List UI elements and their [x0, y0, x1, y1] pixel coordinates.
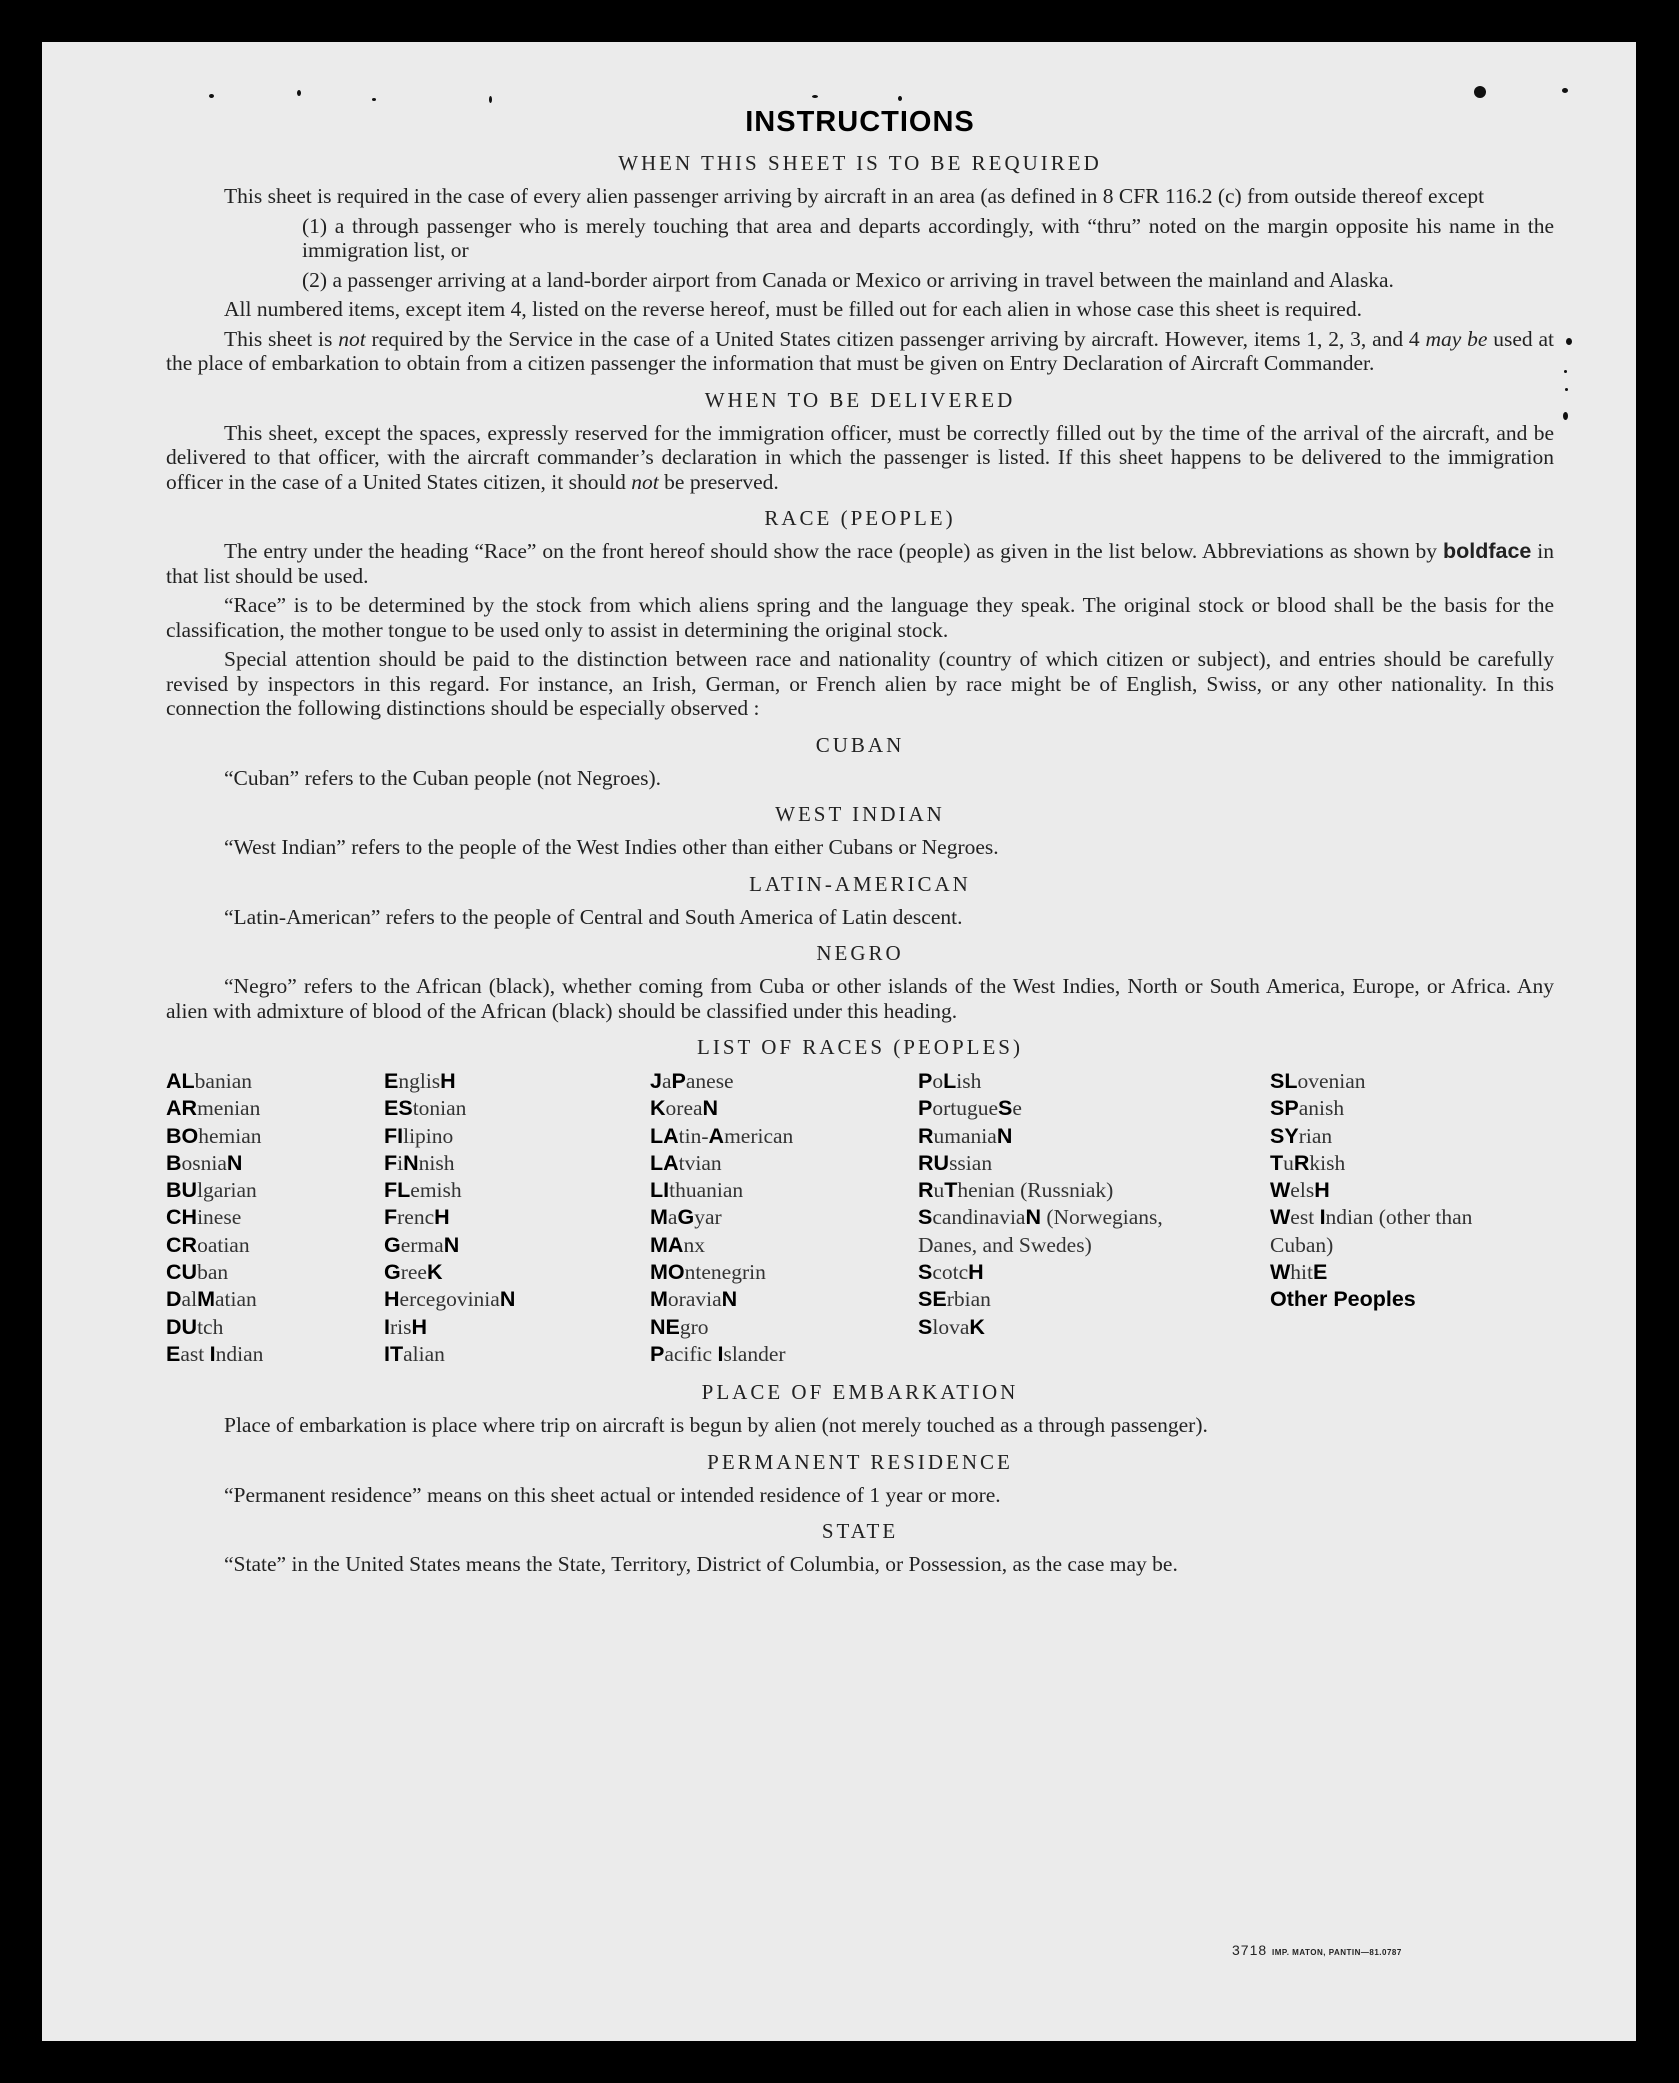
paragraph: The entry under the heading “Race” on the front hereof should show the race (people) as given in the list below. Abbreviations as shown by boldface in that list should be used. — [166, 539, 1554, 588]
heading-negro: NEGRO — [816, 941, 904, 965]
race-list-item: IrisH — [384, 1314, 428, 1339]
race-list-item: TuRkish — [1270, 1150, 1346, 1175]
exception-item-1: (1) a through passenger who is merely touching that area and departs accordingly, with “thru” noted on the margin opposite his name in the immigration list, or — [302, 213, 1554, 262]
race-list-item: CHinese — [166, 1205, 242, 1230]
race-list-item: MoraviaN — [650, 1287, 738, 1312]
race-list-item: SlovaK — [918, 1314, 985, 1339]
race-list-item: Other Peoples — [1270, 1287, 1416, 1312]
race-list-item: KoreaN — [650, 1096, 719, 1121]
race-column — [166, 1068, 384, 1368]
race-list-item: FiNnish — [384, 1150, 455, 1175]
race-list-item: LAtvian — [650, 1150, 722, 1175]
race-list-item: FLemish — [384, 1178, 462, 1203]
paragraph: Place of embarkation is place where trip on aircraft is begun by alien (not merely touched as a through passenger). — [224, 1413, 1208, 1438]
heading-west-indian: WEST INDIAN — [775, 802, 945, 826]
paragraph: “Cuban” refers to the Cuban people (not Negroes). — [224, 765, 662, 790]
race-list-item: JaPanese — [650, 1069, 734, 1093]
paragraph: Special attention should be paid to the distinction between race and nationality (country of which citizen or subject), and entries should be carefully revised by inspectors in this regard. For instance, an Irish, German, or French alien by race might be of English, Swiss, or any other nationality. In this connection the following distinctions should be especially observed : — [166, 647, 1554, 720]
race-list-item: FrencH — [384, 1205, 450, 1230]
race-list-item: SYrian — [1270, 1123, 1333, 1148]
race-list-item: RUssian — [918, 1150, 993, 1175]
race-list-item: ScotcH — [918, 1260, 984, 1285]
heading-when-required: WHEN THIS SHEET IS TO BE REQUIRED — [618, 151, 1102, 175]
race-list-item: LAtin-American — [650, 1123, 794, 1148]
paragraph: “Race” is to be determined by the stock from which aliens spring and the language they speak. The original stock or blood shall be the basis for the classification, the mother tongue to be used only to assist in determining the original stock. — [166, 593, 1554, 642]
race-list-item: LIthuanian — [650, 1178, 744, 1203]
race-list-item: DalMatian — [166, 1287, 257, 1312]
race-list-item: HercegoviniaN — [384, 1287, 516, 1312]
heading-state: STATE — [821, 1519, 899, 1544]
paragraph: “Latin-American” refers to the people of Central and South America of Latin descent. — [224, 904, 963, 929]
heading-latin-american: LATIN-AMERICAN — [749, 871, 971, 896]
race-list-item: DUtch — [166, 1314, 224, 1339]
race-list-item: RuThenian (Russniak) — [918, 1178, 1114, 1203]
race-list-item: West Indian (other than Cuban) — [1270, 1205, 1473, 1257]
race-list-item: Pacific Islander — [650, 1341, 786, 1366]
race-list-item: BUlgarian — [166, 1178, 257, 1203]
race-list-item: NEgro — [650, 1314, 709, 1339]
race-list-item: ITalian — [384, 1341, 445, 1366]
heading-race: RACE (PEOPLE) — [764, 506, 956, 530]
race-list-item: EnglisH — [384, 1069, 456, 1093]
race-list-item: East Indian — [166, 1341, 264, 1366]
race-list-item: EStonian — [384, 1096, 467, 1121]
paragraph: This sheet is not required by the Service in the case of a United States citizen passenger arriving by aircraft. However, items 1, 2, 3, and 4 may be used at the place of embarkation to obtain from a citizen passenger the information that must be given on Entry Declaration of Aircraft Commander. — [166, 326, 1554, 375]
paragraph: “West Indian” refers to the people of the West Indies other than either Cubans or Negroes. — [224, 835, 999, 859]
paragraph: This sheet, except the spaces, expressly reserved for the immigration officer, must be correctly filled out by the time of the arrival of the aircraft, and be delivered to that officer, with the aircraft commander’s declaration in which the passenger is listed. If this sheet happens to be delivered to the immigration officer in the case of a United States citizen, it should not be preserved. — [166, 420, 1554, 494]
race-list-item: PoLish — [918, 1069, 982, 1093]
race-list-item: MaGyar — [650, 1205, 722, 1230]
race-list-item: PortugueSe — [918, 1096, 1022, 1121]
race-list-item: ARmenian — [166, 1096, 261, 1121]
heading-when-delivered: WHEN TO BE DELIVERED — [704, 387, 1016, 412]
race-list-item: CRoatian — [166, 1232, 250, 1257]
race-list-item: GermaN — [384, 1232, 460, 1257]
race-column — [918, 1068, 1270, 1368]
race-list-item: SPanish — [1270, 1096, 1345, 1121]
heading-cuban: CUBAN — [815, 732, 905, 757]
race-column — [650, 1068, 918, 1368]
race-list-item: WhitE — [1270, 1260, 1328, 1285]
heading-permanent-residence: PERMANENT RESIDENCE — [707, 1449, 1013, 1474]
race-list-item: MOntenegrin — [650, 1260, 766, 1285]
race-list-item: MAnx — [650, 1232, 705, 1257]
race-list-item: SErbian — [918, 1287, 991, 1312]
race-list-item: ScandinaviaN (Norwegians, Danes, and Swedes) — [918, 1205, 1163, 1257]
paragraph: “Negro” refers to the African (black), whether coming from Cuba or other islands of the West Indies, North or South America, Europe, or Africa. Any alien with admixture of blood of the African (black) should be classified under this heading. — [166, 974, 1554, 1023]
race-list-item: ALbanian — [166, 1069, 252, 1093]
document-sheet — [42, 42, 1636, 2041]
race-column — [1270, 1068, 1554, 1368]
page-title: INSTRUCTIONS — [745, 106, 975, 138]
race-list — [166, 1068, 1554, 1368]
heading-embarkation: PLACE OF EMBARKATION — [701, 1380, 1019, 1405]
race-list-item: BOhemian — [166, 1123, 262, 1148]
paragraph: “Permanent residence” means on this sheet actual or intended residence of 1 year or more. — [224, 1482, 1001, 1507]
race-list-item: FIlipino — [384, 1123, 454, 1148]
race-list-item: RumaniaN — [918, 1123, 1013, 1148]
heading-list-of-races: LIST OF RACES (PEOPLES) — [697, 1035, 1023, 1059]
race-list-item: SLovenian — [1270, 1069, 1366, 1093]
instructions-content — [166, 106, 1554, 1582]
race-list-item: WelsH — [1270, 1178, 1330, 1203]
exception-item-2: (2) a passenger arriving at a land-border airport from Canada or Mexico or arriving in travel between the mainland and Alaska. — [302, 267, 1394, 292]
race-list-item: CUban — [166, 1260, 229, 1285]
race-list-item: GreeK — [384, 1260, 443, 1285]
race-list-item: BosniaN — [166, 1150, 243, 1175]
paragraph: This sheet is required in the case of every alien passenger arriving by aircraft in an area (as defined in 8 CFR 116.2 (c) from outside thereof except — [224, 184, 1485, 208]
paragraph: “State” in the United States means the State, Territory, District of Columbia, or Possession, as the case may be. — [224, 1552, 1178, 1577]
race-column — [384, 1068, 650, 1368]
form-number: 3718 — [1232, 1942, 1268, 1958]
form-footer — [1232, 1942, 1402, 1958]
printer-imprint: IMP. MATON, PANTIN—81.0787 — [1272, 1948, 1402, 1957]
paragraph: All numbered items, except item 4, listed on the reverse hereof, must be filled out for each alien in whose case this sheet is required. — [224, 297, 1362, 321]
